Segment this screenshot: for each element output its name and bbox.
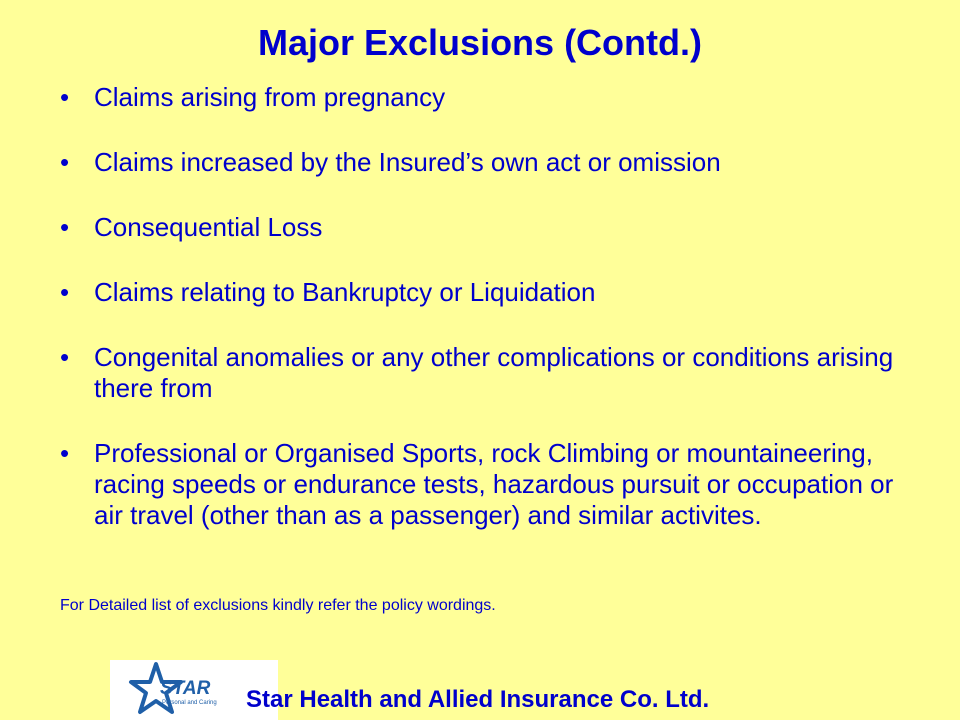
bullet-text: Claims relating to Bankruptcy or Liquidation bbox=[94, 277, 596, 307]
bullet-dot: • bbox=[60, 438, 70, 468]
bullet-dot: • bbox=[60, 342, 70, 372]
slide-title: Major Exclusions (Contd.) bbox=[257, 22, 703, 63]
bullet-text: Professional or Organised Sports, rock Climbing or mountaineering, racing speeds or endurance tests, hazardous pursuit or occupation or air travel (other than as a passenger) and similar activites. bbox=[94, 438, 894, 530]
list-item bbox=[60, 147, 920, 178]
bullet-dot: • bbox=[60, 82, 70, 112]
footer bbox=[110, 660, 960, 720]
bullet-dot: • bbox=[60, 277, 70, 307]
logo-word: STAR bbox=[160, 678, 211, 699]
bullet-text: Claims increased by the Insured’s own act or omission bbox=[94, 147, 721, 177]
list-item bbox=[60, 438, 920, 531]
list-item bbox=[60, 277, 920, 308]
bullet-text: Congenital anomalies or any other complications or conditions arising there from bbox=[94, 342, 894, 403]
bullet-text: Claims arising from pregnancy bbox=[94, 82, 446, 112]
bullet-text: Consequential Loss bbox=[94, 212, 323, 242]
exclusions-list bbox=[60, 82, 920, 531]
list-item bbox=[60, 82, 920, 113]
logo-tagline: Personal and Caring bbox=[162, 700, 217, 706]
list-item bbox=[60, 342, 920, 404]
bullet-dot: • bbox=[60, 147, 70, 177]
list-item bbox=[60, 212, 920, 243]
bullet-dot: • bbox=[60, 212, 70, 242]
company-name: Star Health and Allied Insurance Co. Ltd. bbox=[246, 686, 710, 713]
policy-note: For Detailed list of exclusions kindly refer the policy wordings. bbox=[60, 597, 496, 614]
